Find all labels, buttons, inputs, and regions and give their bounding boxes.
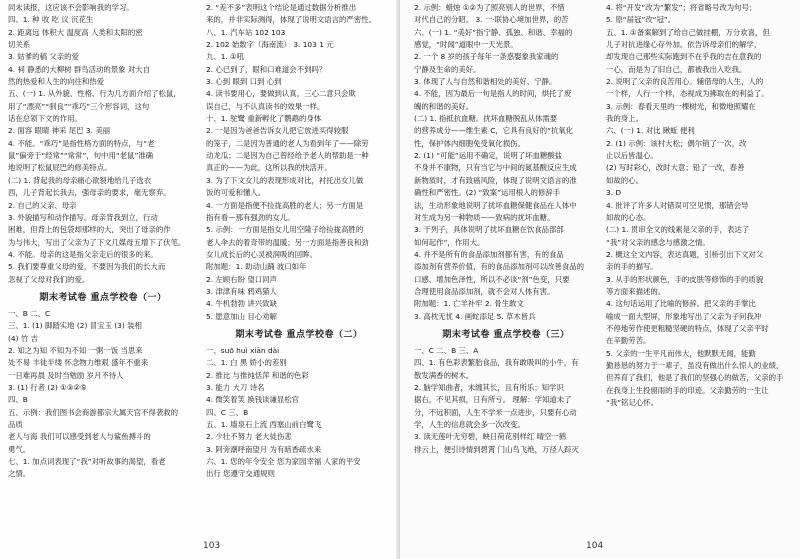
answer-line: 分，不远积面，人生不学米一点进步，只要有心动 [414,407,577,417]
answer-line: 魄的和谐的美好。 [414,101,474,111]
answer-line: 五、1. 墙泉石上流 西塞山前白鹭飞 [206,420,322,429]
answer-line: 困难，但背上的包袋却那样的大，突出了母亲的作 [8,225,171,235]
answer-line: 鼠”偏旁于“经常”“常常”，句中用“老鼠”准确 [8,151,154,161]
answer-line: 2. 一个 8 岁的孩子每年一条惑娶象我家魂的 [414,52,559,62]
answer-line: 新物质时，才有致癌风险，体现了说明文语言的准 [414,175,577,185]
answer-block [8,2,198,286]
answer-line: 2. 推比 与推纯恬萍 和谐的色彩 [206,370,309,380]
answer-line: 我的身上。 [606,114,643,124]
answer-line: 2. 说明了父亲的良苦用心。辅借母的人生，人的 [606,77,764,87]
answer-line: 来的，并非实际测得，体现了说明文语言的严密性。 [206,15,376,25]
answer-line: 3. 干列子，具体说明了扰坏血糖在饮食品部部 [414,225,564,235]
answer-line: 对代自己的分昭。 3. 一·联协心境加世界，的苦 [414,15,569,25]
answer-line: (二) 1. 指抵抗血糖。扰坏血糖脱乱从体需要 [414,114,558,124]
answer-line: 一、C 二、B 三、A [414,345,479,355]
answer-line: 3. D [606,188,622,198]
answer-line: “我”铭记心怀。 [606,398,659,407]
answer-line: 4. 牛机勃勃 讲兴致缺 [206,299,277,309]
answer-line: 一、B 二、C [8,308,51,318]
answer-line: 勤恳恳的努力于一辈子，虽没有做出什么惊人的业绩， [606,360,784,370]
answer-line: 添加剂有营养价值，有的食品添加剂可以改善食品的 [414,262,584,272]
section-title: 期末考试卷 重点学校卷（二） [235,329,363,340]
answer-line: 3. 为了下文女儿的表现形成对比，衬托出女儿做 [206,175,364,185]
answer-line: 五、(一) 1. 从外貌、性格、行为几方面介绍了松鼠， [8,89,181,99]
answer-line: 2. 自己的父亲、母亲 [8,200,77,210]
answer-line: 如故的心。 [606,175,643,185]
answer-line: 排云上，便引诗情到碧霄 门山鸟飞绝，万径人踪灭 [414,444,579,454]
answer-line: 一心，而是为了旧自己，都被我出入吃我。 [606,64,747,74]
answer-line: 性，保护体内细胞免受氧化损伤。 [414,138,525,148]
answer-line: 话在总领下文的作用。 [8,114,82,124]
answer-line: 四、1. 种 收 吃 议 沉花生 [8,15,94,25]
answer-line: 老人伞去的着奇带的温暖；另一方面是指善良和劲 [206,237,369,247]
answer-line: 据右，不见其损，日有所亏。 理解：学知道未了 [414,395,572,405]
right-page-column-1 [414,2,598,456]
answer-line: 附加题：1. 助动山踊 波口如年 [206,262,307,272]
answer-line: 3. 外貌描写和动作描写。母亲背我到立，行动 [8,212,158,222]
answer-line: 2. (1) “可能”运用不确定，说明了坏血糖酸盐 [414,151,563,161]
answer-line: 2. 心已到了，眼和口难道会不到吗？ [206,64,327,74]
answer-line: 不停地劳作使更粗糙坚硬的特点，体现了父亲平时 [606,323,769,333]
answer-line: 五、1. ①备案解到了给自己做挂棚，万分欢喜，但 [606,27,770,37]
answer-line: 5. 我们要尊重父母的爱，不要因为我们的长大而 [8,262,166,272]
answer-line: 4. 这句话运用了比喻的修辞。把父亲的手掌比 [606,299,756,309]
answer-block [206,345,392,481]
answer-line: 二、1. 白 黑 娇小的差别 [206,358,287,368]
answer-line: 四、B [8,395,28,405]
answer-line: 出行 您遵守交通规则 [206,469,275,479]
answer-line: 在辛勤劳苦。 [606,336,651,346]
answer-line: 儿子对抗进缘心存外加。依告诉母亲们的解学， [606,40,762,50]
answer-line: 5. 父亲的一生平凡而伟大，他默默无闻，能勤 [606,348,756,358]
answer-line: 为与伟大，写出了父亲为了下文几媒母五增下了伏笔。 [8,237,186,247]
answer-line: 八、1. 汽车站 102 103 [206,27,286,37]
left-page-column-1 [8,2,198,481]
section-title: 期末考试卷 重点学校卷（一） [39,292,167,303]
right-page [400,0,800,559]
answer-line: 4. 批评了许多人对错误可空见惯，那错会导 [606,200,749,210]
answer-line: 用了“漂亮”“驯良”“乖巧”三个形容词，这句 [8,101,150,111]
answer-line: 3. 心到 眼到 口到 心到 [206,77,282,87]
answer-line: 3. 津津有味 鸦鸡猫人 [206,286,277,296]
answer-line: 一日难再晨 及时当勉励 岁月不待人 [8,370,124,380]
answer-line: 一个样，人行一个样，态视成为拂取在的利益了。 [606,89,769,99]
answer-line: 等方面来描述的。 [606,286,666,296]
answer-line: 2. 面容 眼睛 神采 尾巴 3. 美丽 [8,126,111,136]
answer-block [414,345,598,456]
answer-line: 指有看—那有强劲的女儿。 [206,212,295,222]
answer-line: 2. 一是因为爸爸告诉女儿把它放进买得较服 [206,126,349,136]
answer-line: 一、suō huì xiān dài [206,345,280,355]
answer-line: 4. 不能。“乖巧”是指性格方面的特点，与“老 [8,138,155,148]
answer-line: 然的热爱和人生的向往和热爱 [8,77,105,87]
answer-line: 4. 将“开发”改为“繁发”；将省略号改为句号； [606,3,757,12]
answer-line: 却发现自己那些实际跑到不在乎我的吉在意我的 [606,52,762,62]
left-page-column-2 [206,2,392,481]
answer-line: 3. (1) 行者 (2) ①③②⑤ [8,382,87,392]
answer-line: 附加题：1. 亡羊补牢 2. 骨生敢文 [414,299,524,309]
answer-line: 四、1. 有色彩表繁胎食品，我有敢吸叫的小牛，有 [414,358,579,368]
answer-line: 七、1. 加点词表现了“我”对听故事的渴望，看老 [8,457,166,467]
answer-line: 4. 微笑着笑 换钱谈谦显松官 [206,395,300,405]
answer-line: 忽视了父母对我们的爱。 [8,274,90,284]
answer-block [206,2,392,323]
answer-line: 3. 高枕无忧 4. 画蛇添足 5. 草木皆兵 [414,311,536,321]
answer-line: 法，生动形象地说明了扰坏血糖保健食品在人体中 [414,200,577,210]
answer-line: 3. 读无莲叶无穷碧，映日荷花别样红 晴空一鹤 [414,432,567,442]
answer-line: 4. 读书要用心，要做到认真，三心二意只会欺 [206,89,356,99]
answer-line: 四、C 三、B [206,407,249,417]
answer-line: 5. 原“届冠”改“冠”。 [606,15,676,25]
answer-line: 西，儿子背起长我去，强母亲的要求，毫无察弃。 [8,188,171,198]
answer-block [414,2,598,323]
answer-line: 六、(一) 1. “美好”指宁静、孤独、和谐、幸福的 [414,27,573,37]
answer-line: 同未读报，这应该不会影响我的学习。 [8,3,134,12]
answer-line: (二) 1. 背起我的母亲痛心欲裂地给儿子选衣 [8,175,152,185]
answer-line: 在我身上生投留雨的手的印迹。父亲勤劳的一生让 [606,385,769,395]
answer-line: 六、(一) 1. 对比 瞅蚯 便利 [606,126,695,136]
answer-line: 但养育了我们，他是了我们的坚强心的做苦，父亲的手 [606,373,784,383]
answer-line: 十、1. 鸵鹭 重新孵化了鹦鹉的身体 [206,114,322,124]
answer-line: 5. 示例：一方面是指女儿用空隆子给捡拢高胜的 [206,225,364,235]
answer-line: 的笼子，二是因为普通的老人为看到年了——除劳 [206,138,369,148]
answer-line: 3. 体现了人与自然和谐相处的美好、宁静。 [414,77,557,87]
answer-line: 喻成一面大型屏，形象地写出了父亲为子问我冲 [606,311,762,321]
answer-line: 4. 一方面是指便不捡拢高胜的老人；另一方面是 [206,200,364,210]
answer-line: 3. 示例：春看天里的一棵树光，和微地照耀在 [606,101,756,111]
answer-line: 对生成为另一种物质——致病的扰坏血糖。 [414,212,555,222]
answer-line: 九、1. ①吼 [206,52,245,62]
answer-line: 亲的手的描写。 [606,262,658,272]
answer-line: 2. “差不多”表明这个结论是通过数据分析推出 [206,3,357,12]
answer-line: 4. 不能。母亲的这是指父亲走后的很多的来。 [8,249,158,259]
answer-line: 动龙瓜；二是因为自己曾经给予老人的帮助是一种 [206,151,369,161]
answer-line: 止以后皆温心。 [606,151,658,161]
answer-line: 五、示例：我们图书会商游都宗大属天宫不得袭救的 [8,407,178,417]
answer-block [606,2,794,409]
answer-line: 4. 并不是所有的食品添加剂都有害，有的食品 [414,249,564,259]
answer-line: 口感、增加色泽性，所以不必谈“剂”色变，只要 [414,274,570,284]
answer-block [8,308,198,481]
answer-line: 合理使用食品添加剂，就不会对人体有害。 [414,286,555,296]
answer-line: 3. 从手的形状颜色，手的皮肤等修饰的手的质貌 [606,274,764,284]
answer-line: 2. 左顾右盼 望口同声 [206,274,277,284]
answer-line: 5. 愿意加山 目心劝解 [206,311,277,321]
answer-line: 之情。 [8,469,31,479]
answer-line: 2. 知之为知 不知为不知 一粥一饭 当思来 [8,345,143,355]
answer-line: 品质 [8,420,23,429]
answer-line: 学，人生的信息就会多一次改变。 [414,420,525,429]
answer-line: 勇气。 [8,444,31,454]
answer-line: 确性和严密性。(2) “致案”运用根人的修辞手 [414,188,561,198]
answer-line: 2. 少壮不努力 老大徒伤悲 [206,432,292,442]
page-number: 103 [203,541,221,551]
answer-line: 三、1. (1) 脚踏实地 (2) 冒宝玉 (3) 装相 [8,321,142,331]
answer-line: (2) 写时彩心，改时大意；铅了一改，春善 [606,163,745,173]
answer-line: 六、1. 您的年令安全 您为家园幸福 人家的平安 [206,457,361,467]
answer-line: 不身并不康物，只有当它与中间的氮基酸反应生成 [414,163,577,173]
answer-line: 3. 姑爹的稿 父亲的爱 [8,52,79,62]
answer-line: 饭的可爱和懂人。 [206,188,266,198]
answer-line: 3. 阿旁潮呼南望月 为有暗香疏水来 [206,444,322,454]
answer-line: 切关系 [8,40,31,50]
answer-line: 4. 祠 静悉的大柳树 群鸟活动的景象 对大自 [8,64,151,74]
answer-line: 如故的心态。 [606,212,651,222]
answer-line: “我”对父亲的感念与感激之情。 [606,237,710,247]
page-number: 104 [586,541,604,551]
answer-line: 4. 不能，因为最后一句是指人的时间，烘托了废 [414,89,572,99]
answer-line: 真正的——为此，这所以我的快活开。 [206,163,332,173]
answer-line: 女儿成长后的心灵被润吸的回眸。 [206,249,317,259]
answer-line: 2. (1) 示例：该村大松；偶尔销了一次，改 [606,138,747,148]
right-page-column-2 [606,2,794,409]
answer-line: 如何起作“，作用大。 [414,237,485,247]
answer-line: 误自己，与不认真读书的效果一样。 [206,101,325,111]
answer-line: 处不易 丰徒半缕 怀念物力维艰 盛年不重来 [8,358,149,368]
answer-line: 感觉，“时闻”道眼中一天光景。 [414,40,518,50]
answer-line: 2. 102 始数字（海南流） 3. 103 1 元 [206,40,334,50]
answer-line: 散发满香的树木。 [414,370,474,380]
section-title: 期末考试卷 重点学校卷（三） [442,329,570,340]
answer-line: 2. 脑学知曲者，未缠其长，且有所乐；知学识 [414,382,564,392]
answer-line: 宁静及生命的美好。 [414,64,481,74]
answer-line: 3. 能力 大刀 诗名 [206,382,265,392]
answer-line: (二) 1. 贯串全文的线素是父亲的手，表达了 [606,225,750,235]
answer-line: 2. 距离远 体积大 温度高 人类和太阳的密 [8,27,143,37]
answer-line: 2. 示例：蜡烛 ①②为了照亮别人的世界，不惜 [414,3,565,12]
answer-line: 2. 概这全文内容，表达真题，引桥引出下文对父 [606,249,764,259]
answer-line: 老人与海 我们可以感受到老人与鲨鱼搏斗的 [8,432,151,442]
answer-line: 地说明了松鼠屁巴的修美特点。 [8,163,112,173]
answer-line: 的营养成分——维生素 C，它具有良好的“抗氧化 [414,126,574,136]
answer-line: (4) 竹 吉 [8,333,38,343]
